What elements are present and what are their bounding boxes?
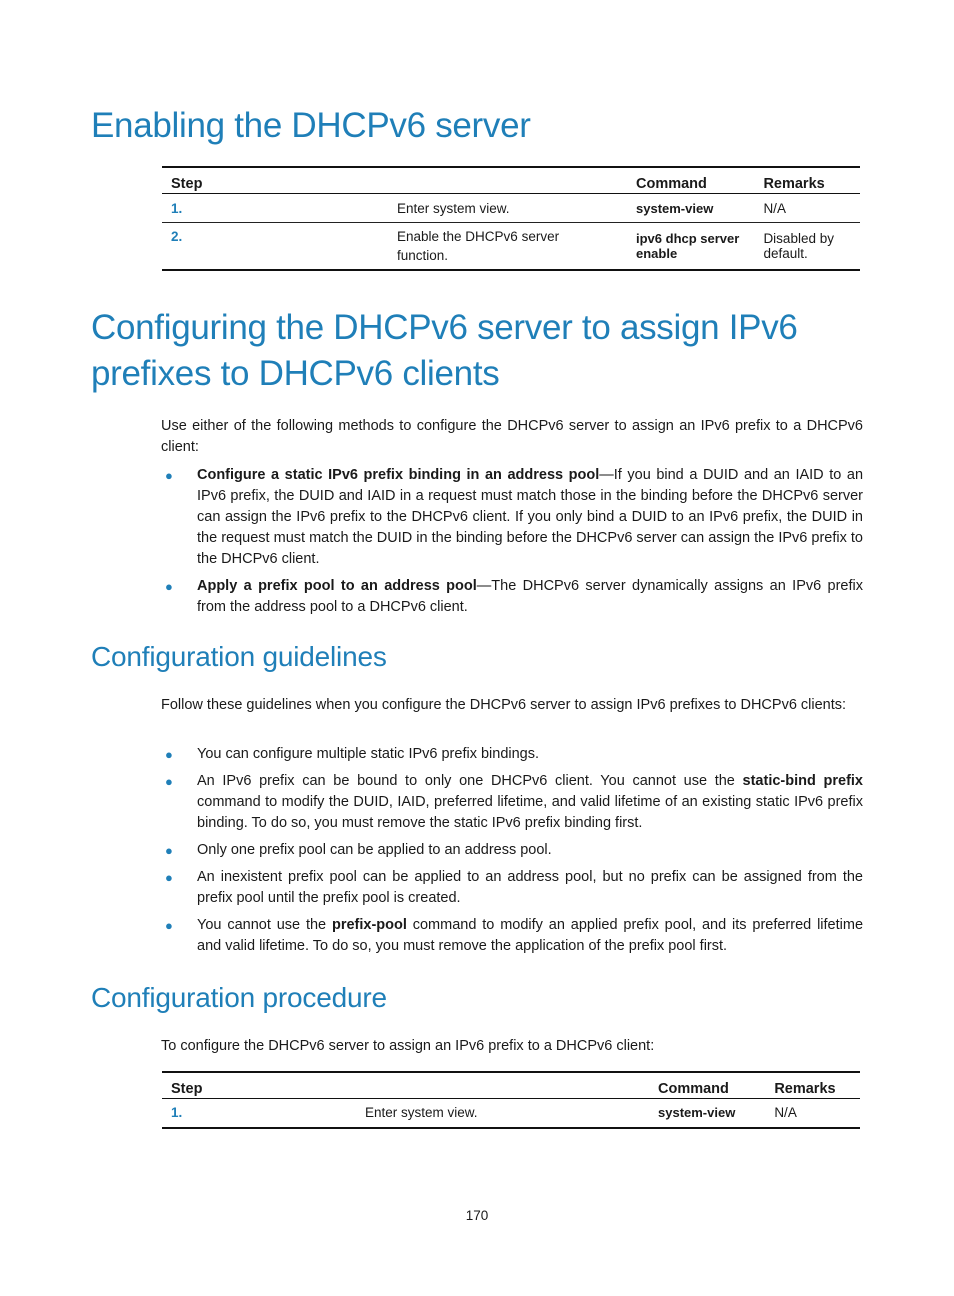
steps-table-procedure — [162, 1071, 860, 1129]
step-command: system-view — [636, 200, 714, 216]
guideline-text: An IPv6 prefix can be bound to only one DHCPv6 client. You cannot use the — [197, 773, 743, 789]
table-row — [162, 1099, 860, 1128]
method-name: Apply a prefix pool to an address pool — [197, 578, 477, 594]
guideline-text: Only one prefix pool can be applied to an address pool. — [197, 842, 552, 858]
list-item — [161, 840, 863, 861]
guidelines-list — [161, 744, 863, 963]
procedure-intro: To configure the DHCPv6 server to assign an IPv6 prefix to a DHCPv6 client: — [161, 1038, 655, 1054]
step-remarks: Disabled by default. — [754, 223, 860, 271]
table-row — [162, 194, 860, 223]
column-header-command: Command — [627, 167, 754, 194]
guidelines-intro: Follow these guidelines when you configure the DHCPv6 server to assign IPv6 prefixes to DHCPv6 clients: — [161, 697, 847, 713]
bullet-icon: ● — [165, 774, 173, 789]
guideline-text: You cannot use the — [197, 917, 332, 933]
guideline-text: command to modify an applied prefix pool, and its preferred lifetime and valid lifetime. To do so, you must remove the application of the prefix pool first. — [197, 917, 864, 954]
bullet-icon: ● — [165, 747, 173, 762]
column-header-step: Step — [162, 167, 627, 194]
method-name: Configure a static IPv6 prefix binding in an address pool — [197, 467, 600, 483]
list-item — [161, 867, 863, 909]
section-title-configuration-procedure: Configuration procedure — [91, 982, 387, 1013]
guideline-text: An inexistent prefix pool can be applied to an address pool, but no prefix can be assigned from the prefix pool until the prefix pool is created. — [197, 869, 863, 906]
step-description: Enter system view. — [397, 200, 510, 216]
table-row — [162, 223, 860, 271]
bullet-icon: ● — [165, 843, 173, 858]
list-item — [161, 744, 863, 765]
column-header-step: Step — [162, 1072, 649, 1099]
column-header-command: Command — [649, 1072, 765, 1099]
bullet-icon: ● — [165, 870, 173, 885]
list-item — [161, 771, 863, 834]
method-description: —The DHCPv6 server dynamically assigns an IPv6 prefix from the address pool to a DHCPv6 client. — [197, 578, 863, 615]
guideline-command: prefix-pool — [331, 917, 407, 933]
step-description: Enable the DHCPv6 server function. — [394, 223, 627, 271]
methods-list — [161, 465, 863, 624]
guideline-command: static-bind prefix — [742, 773, 863, 789]
method-description: —If you bind a DUID and an IAID to an IPv6 prefix, the DUID and IAID in a request must match those in the binding before the DHCPv6 server can assign the IPv6 prefix to the DHCPv6 client. If you only bind a DUID to an IPv6 prefix, the DUID in the request must match the DUID in the binding before the DHCPv6 server can assign the IPv6 prefix to the DHCPv6 client. — [197, 467, 864, 567]
step-command: ipv6 dhcp server enable — [627, 223, 754, 271]
section-title-assign-prefixes-line1: Configuring the DHCPv6 server to assign IPv6 — [91, 308, 798, 347]
intro-paragraph: Use either of the following methods to configure the DHCPv6 server to assign an IPv6 prefix to a DHCPv6 client: — [161, 418, 863, 455]
step-number: 2. — [162, 223, 394, 271]
list-item — [161, 915, 863, 957]
step-remarks: N/A — [774, 1105, 797, 1121]
guideline-text: You can configure multiple static IPv6 prefix bindings. — [197, 746, 540, 762]
page-number: 170 — [465, 1208, 489, 1223]
list-item — [161, 576, 863, 618]
bullet-icon: ● — [165, 579, 173, 594]
column-header-remarks: Remarks — [754, 167, 860, 194]
step-number: 1. — [171, 200, 183, 216]
steps-table-enable-server — [162, 166, 860, 271]
step-remarks: N/A — [763, 200, 786, 216]
section-title-enabling-dhcpv6-server: Enabling the DHCPv6 server — [91, 106, 531, 145]
bullet-icon: ● — [165, 468, 173, 483]
section-title-configuration-guidelines: Configuration guidelines — [91, 641, 387, 672]
column-header-remarks: Remarks — [765, 1072, 860, 1099]
step-number: 1. — [171, 1105, 183, 1121]
bullet-icon: ● — [165, 918, 173, 933]
step-description: Enter system view. — [365, 1105, 478, 1121]
step-command: system-view — [658, 1105, 736, 1121]
list-item — [161, 465, 863, 570]
guideline-text: command to modify the DUID, IAID, preferred lifetime, and valid lifetime of an existing static IPv6 prefix binding. To do so, you must remove the static IPv6 prefix binding first. — [197, 794, 863, 831]
section-title-assign-prefixes-line2: prefixes to DHCPv6 clients — [91, 354, 500, 393]
